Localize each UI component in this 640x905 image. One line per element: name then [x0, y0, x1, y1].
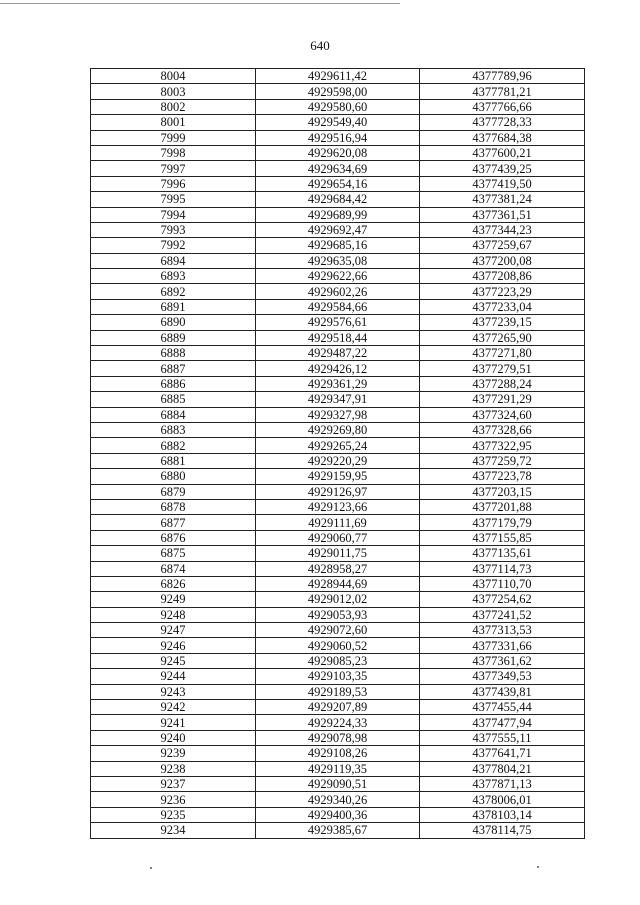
x-coordinate-cell: 4929012,02 [256, 592, 420, 607]
x-coordinate-cell: 4929108,26 [256, 746, 420, 761]
x-coordinate-cell: 4929072,60 [256, 623, 420, 638]
point-number-cell: 9248 [91, 607, 256, 622]
x-coordinate-cell: 4929090,51 [256, 776, 420, 791]
y-coordinate-cell: 4377203,15 [420, 484, 585, 499]
y-coordinate-cell: 4377208,86 [420, 269, 585, 284]
y-coordinate-cell: 4377239,15 [420, 315, 585, 330]
x-coordinate-cell: 4929518,44 [256, 330, 420, 345]
point-number-cell: 9236 [91, 792, 256, 807]
x-coordinate-cell: 4929516,94 [256, 130, 420, 145]
x-coordinate-cell: 4929269,80 [256, 422, 420, 437]
point-number-cell: 7995 [91, 192, 256, 207]
point-number-cell: 6890 [91, 315, 256, 330]
table-row [91, 361, 585, 376]
y-coordinate-cell: 4377200,08 [420, 253, 585, 268]
y-coordinate-cell: 4377313,53 [420, 623, 585, 638]
point-number-cell: 6887 [91, 361, 256, 376]
page-number: 640 [310, 38, 330, 53]
table-row [91, 807, 585, 822]
point-number-cell: 7999 [91, 130, 256, 145]
table-row [91, 607, 585, 622]
y-coordinate-cell: 4377254,62 [420, 592, 585, 607]
point-number-cell: 6884 [91, 407, 256, 422]
table-row [91, 499, 585, 514]
table-row [91, 484, 585, 499]
y-coordinate-cell: 4377155,85 [420, 530, 585, 545]
point-number-cell: 8003 [91, 84, 256, 99]
table-row [91, 576, 585, 591]
point-number-cell: 9241 [91, 715, 256, 730]
point-number-cell: 6877 [91, 515, 256, 530]
y-coordinate-cell: 4377361,51 [420, 207, 585, 222]
x-coordinate-cell: 4929684,42 [256, 192, 420, 207]
table-row [91, 746, 585, 761]
y-coordinate-cell: 4377344,23 [420, 222, 585, 237]
y-coordinate-cell: 4377349,53 [420, 669, 585, 684]
table-row [91, 422, 585, 437]
scan-speck [537, 866, 539, 868]
table-row [91, 99, 585, 114]
x-coordinate-cell: 4929123,66 [256, 499, 420, 514]
y-coordinate-cell: 4377641,71 [420, 746, 585, 761]
point-number-cell: 7994 [91, 207, 256, 222]
point-number-cell: 9249 [91, 592, 256, 607]
point-number-cell: 9243 [91, 684, 256, 699]
point-number-cell: 6889 [91, 330, 256, 345]
x-coordinate-cell: 4929060,77 [256, 530, 420, 545]
y-coordinate-cell: 4378006,01 [420, 792, 585, 807]
y-coordinate-cell: 4377241,52 [420, 607, 585, 622]
point-number-cell: 6876 [91, 530, 256, 545]
y-coordinate-cell: 4377135,61 [420, 546, 585, 561]
x-coordinate-cell: 4929189,53 [256, 684, 420, 699]
point-number-cell: 6893 [91, 269, 256, 284]
y-coordinate-cell: 4378114,75 [420, 823, 585, 838]
table-row [91, 315, 585, 330]
x-coordinate-cell: 4929119,35 [256, 761, 420, 776]
table-row [91, 346, 585, 361]
y-coordinate-cell: 4377110,70 [420, 576, 585, 591]
x-coordinate-cell: 4929220,29 [256, 453, 420, 468]
point-number-cell: 9238 [91, 761, 256, 776]
table-row [91, 700, 585, 715]
x-coordinate-cell: 4929598,00 [256, 84, 420, 99]
y-coordinate-cell: 4377781,21 [420, 84, 585, 99]
table-row [91, 145, 585, 160]
point-number-cell: 9242 [91, 700, 256, 715]
x-coordinate-cell: 4929692,47 [256, 222, 420, 237]
y-coordinate-cell: 4378103,14 [420, 807, 585, 822]
table-row [91, 623, 585, 638]
x-coordinate-cell: 4929635,08 [256, 253, 420, 268]
point-number-cell: 6879 [91, 484, 256, 499]
table-row [91, 592, 585, 607]
y-coordinate-cell: 4377201,88 [420, 499, 585, 514]
table-row [91, 192, 585, 207]
x-coordinate-cell: 4929265,24 [256, 438, 420, 453]
point-number-cell: 7998 [91, 145, 256, 160]
point-number-cell: 9244 [91, 669, 256, 684]
x-coordinate-cell: 4929602,26 [256, 284, 420, 299]
table-row [91, 453, 585, 468]
x-coordinate-cell: 4929207,89 [256, 700, 420, 715]
table-row [91, 669, 585, 684]
x-coordinate-cell: 4929426,12 [256, 361, 420, 376]
x-coordinate-cell: 4929340,26 [256, 792, 420, 807]
table-row [91, 653, 585, 668]
table-row [91, 253, 585, 268]
y-coordinate-cell: 4377555,11 [420, 730, 585, 745]
point-number-cell: 6874 [91, 561, 256, 576]
x-coordinate-cell: 4928958,27 [256, 561, 420, 576]
table-row [91, 561, 585, 576]
point-number-cell: 6886 [91, 376, 256, 391]
x-coordinate-cell: 4929685,16 [256, 238, 420, 253]
x-coordinate-cell: 4929620,08 [256, 145, 420, 160]
point-number-cell: 6875 [91, 546, 256, 561]
y-coordinate-cell: 4377324,60 [420, 407, 585, 422]
table-row [91, 776, 585, 791]
coordinates-table [90, 68, 585, 839]
point-number-cell: 6888 [91, 346, 256, 361]
x-coordinate-cell: 4929622,66 [256, 269, 420, 284]
x-coordinate-cell: 4929111,69 [256, 515, 420, 530]
table-row [91, 392, 585, 407]
table-row [91, 176, 585, 191]
table-row [91, 299, 585, 314]
y-coordinate-cell: 4377766,66 [420, 99, 585, 114]
x-coordinate-cell: 4929103,35 [256, 669, 420, 684]
point-number-cell: 8002 [91, 99, 256, 114]
x-coordinate-cell: 4929060,52 [256, 638, 420, 653]
table-row [91, 269, 585, 284]
table-row [91, 823, 585, 838]
point-number-cell: 9237 [91, 776, 256, 791]
y-coordinate-cell: 4377381,24 [420, 192, 585, 207]
y-coordinate-cell: 4377288,24 [420, 376, 585, 391]
point-number-cell: 9245 [91, 653, 256, 668]
x-coordinate-cell: 4929327,98 [256, 407, 420, 422]
table-row [91, 792, 585, 807]
point-number-cell: 7996 [91, 176, 256, 191]
table-row [91, 530, 585, 545]
y-coordinate-cell: 4377291,29 [420, 392, 585, 407]
point-number-cell: 6891 [91, 299, 256, 314]
table-row [91, 222, 585, 237]
x-coordinate-cell: 4929634,69 [256, 161, 420, 176]
table-row [91, 84, 585, 99]
point-number-cell: 8001 [91, 115, 256, 130]
point-number-cell: 9240 [91, 730, 256, 745]
table-row [91, 469, 585, 484]
y-coordinate-cell: 4377328,66 [420, 422, 585, 437]
x-coordinate-cell: 4928944,69 [256, 576, 420, 591]
x-coordinate-cell: 4929126,97 [256, 484, 420, 499]
y-coordinate-cell: 4377728,33 [420, 115, 585, 130]
point-number-cell: 6892 [91, 284, 256, 299]
x-coordinate-cell: 4929584,66 [256, 299, 420, 314]
point-number-cell: 6880 [91, 469, 256, 484]
table-row [91, 546, 585, 561]
point-number-cell: 9234 [91, 823, 256, 838]
x-coordinate-cell: 4929400,36 [256, 807, 420, 822]
y-coordinate-cell: 4377331,66 [420, 638, 585, 653]
y-coordinate-cell: 4377684,38 [420, 130, 585, 145]
y-coordinate-cell: 4377789,96 [420, 69, 585, 84]
table-row [91, 730, 585, 745]
table-row [91, 638, 585, 653]
x-coordinate-cell: 4929549,40 [256, 115, 420, 130]
point-number-cell: 6885 [91, 392, 256, 407]
table-row [91, 715, 585, 730]
table-row [91, 69, 585, 84]
x-coordinate-cell: 4929011,75 [256, 546, 420, 561]
y-coordinate-cell: 4377477,94 [420, 715, 585, 730]
x-coordinate-cell: 4929347,91 [256, 392, 420, 407]
table-row [91, 207, 585, 222]
y-coordinate-cell: 4377439,25 [420, 161, 585, 176]
table-row [91, 684, 585, 699]
scan-speck [150, 867, 152, 869]
point-number-cell: 6882 [91, 438, 256, 453]
table-row [91, 376, 585, 391]
x-coordinate-cell: 4929689,99 [256, 207, 420, 222]
point-number-cell: 8004 [91, 69, 256, 84]
y-coordinate-cell: 4377439,81 [420, 684, 585, 699]
y-coordinate-cell: 4377233,04 [420, 299, 585, 314]
point-number-cell: 6826 [91, 576, 256, 591]
point-number-cell: 6883 [91, 422, 256, 437]
y-coordinate-cell: 4377600,21 [420, 145, 585, 160]
x-coordinate-cell: 4929085,23 [256, 653, 420, 668]
x-coordinate-cell: 4929385,67 [256, 823, 420, 838]
x-coordinate-cell: 4929159,95 [256, 469, 420, 484]
x-coordinate-cell: 4929053,93 [256, 607, 420, 622]
table-row [91, 284, 585, 299]
top-rule [0, 3, 400, 4]
table-row [91, 515, 585, 530]
y-coordinate-cell: 4377265,90 [420, 330, 585, 345]
table-row [91, 130, 585, 145]
x-coordinate-cell: 4929611,42 [256, 69, 420, 84]
point-number-cell: 7993 [91, 222, 256, 237]
x-coordinate-cell: 4929580,60 [256, 99, 420, 114]
point-number-cell: 9247 [91, 623, 256, 638]
x-coordinate-cell: 4929078,98 [256, 730, 420, 745]
x-coordinate-cell: 4929487,22 [256, 346, 420, 361]
x-coordinate-cell: 4929576,61 [256, 315, 420, 330]
y-coordinate-cell: 4377223,29 [420, 284, 585, 299]
table-row [91, 115, 585, 130]
table-row [91, 438, 585, 453]
y-coordinate-cell: 4377259,72 [420, 453, 585, 468]
x-coordinate-cell: 4929654,16 [256, 176, 420, 191]
y-coordinate-cell: 4377322,95 [420, 438, 585, 453]
point-number-cell: 7997 [91, 161, 256, 176]
y-coordinate-cell: 4377871,13 [420, 776, 585, 791]
y-coordinate-cell: 4377271,80 [420, 346, 585, 361]
table-row [91, 238, 585, 253]
x-coordinate-cell: 4929361,29 [256, 376, 420, 391]
x-coordinate-cell: 4929224,33 [256, 715, 420, 730]
y-coordinate-cell: 4377279,51 [420, 361, 585, 376]
point-number-cell: 6878 [91, 499, 256, 514]
point-number-cell: 6894 [91, 253, 256, 268]
y-coordinate-cell: 4377223,78 [420, 469, 585, 484]
point-number-cell: 9235 [91, 807, 256, 822]
table-row [91, 161, 585, 176]
y-coordinate-cell: 4377361,62 [420, 653, 585, 668]
point-number-cell: 7992 [91, 238, 256, 253]
table-row [91, 761, 585, 776]
coordinates-table-body [91, 69, 585, 839]
y-coordinate-cell: 4377259,67 [420, 238, 585, 253]
table-row [91, 407, 585, 422]
y-coordinate-cell: 4377114,73 [420, 561, 585, 576]
point-number-cell: 9246 [91, 638, 256, 653]
y-coordinate-cell: 4377419,50 [420, 176, 585, 191]
y-coordinate-cell: 4377179,79 [420, 515, 585, 530]
y-coordinate-cell: 4377804,21 [420, 761, 585, 776]
y-coordinate-cell: 4377455,44 [420, 700, 585, 715]
point-number-cell: 6881 [91, 453, 256, 468]
table-row [91, 330, 585, 345]
point-number-cell: 9239 [91, 746, 256, 761]
